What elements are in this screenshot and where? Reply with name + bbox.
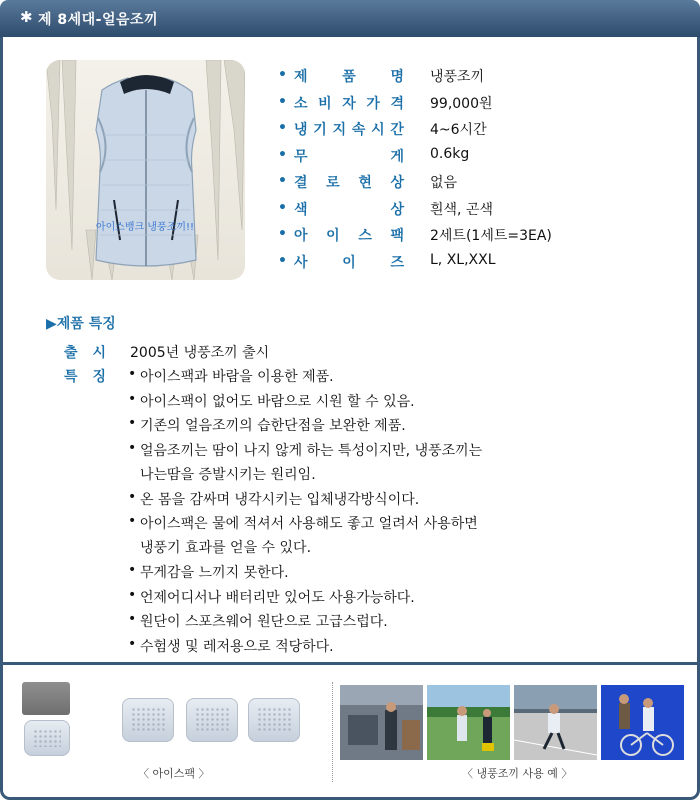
spec-label: 아 이 스 팩 [294,228,404,244]
spec-label: 무 게 [294,148,404,165]
icepack-image [248,698,300,742]
bullet-icon: • [278,93,287,110]
spec-value: 99,000원 [430,95,493,112]
divider [0,662,700,665]
bullet-icon: • [128,439,137,456]
bullet-icon: • [128,390,137,407]
bullet-icon: • [128,635,137,652]
spec-row [278,171,578,197]
usage-caption: 〈 냉풍조끼 사용 예 〉 [462,767,573,780]
features-label: 특 징 [64,369,106,385]
bullet-icon: • [128,611,137,627]
bullet-icon: • [278,146,287,163]
spec-value: L, XL,XXL [430,251,496,268]
spec-row [278,65,578,91]
features-heading: ▶제품 특징 [46,316,116,332]
icepack-caption: 〈 아이스팩 〉 [138,767,210,780]
spec-row [278,118,578,144]
icepack-image [186,698,238,742]
spec-value: 0.6kg [430,145,470,162]
spec-label: 소 비 자 가 격 [294,95,404,112]
bullet-icon: • [278,199,287,216]
spec-value: 냉풍조끼 [430,69,485,85]
icepack-image-small [24,720,70,756]
bullet-icon: • [278,120,287,136]
spec-row [278,251,578,277]
bullet-icon: • [128,366,137,382]
bullet-icon: • [278,226,287,242]
product-photo [46,60,245,280]
release-text: 2005년 냉풍조끼 출시 [130,345,270,361]
bullet-icon: • [278,252,287,269]
spec-label: 색 상 [294,201,404,218]
spec-label: 냉 기 지 속 시 간 [294,122,404,138]
star-icon: ✱ [20,8,33,26]
spec-label: 사 이 즈 [294,254,404,271]
page-title: 제 8세대-얼음조끼 [38,12,159,28]
bullet-icon: • [128,415,137,431]
bullet-icon: • [128,586,137,603]
usage-photo-factory [340,685,423,760]
spec-value: 4~6시간 [430,122,487,138]
spec-value: 없음 [430,175,458,191]
spec-row [278,198,578,224]
gallery-divider [332,682,333,782]
icepack-image [122,698,174,742]
icepack-package-image [22,682,70,715]
bullet-icon: • [278,173,287,189]
photo-overlay-text: 아이스뱅크 냉풍조끼!! [95,222,195,233]
title-bar [0,0,700,37]
bullet-icon: • [128,488,137,505]
bullet-icon: • [278,67,287,83]
spec-value: 2세트(1세트=3EA) [430,228,552,244]
usage-photo-bicycle [601,685,684,760]
spec-row [278,224,578,250]
release-label: 출 시 [64,345,106,361]
usage-photo-skating [514,685,597,760]
vest-illustration [46,60,245,280]
bullet-icon: • [128,562,137,578]
spec-value: 흰색, 곤색 [430,201,493,218]
spec-row [278,145,578,171]
spec-row [278,92,578,118]
spec-label: 제 품 명 [294,69,404,85]
usage-photo-golf [427,685,510,760]
spec-label: 결 로 현 상 [294,175,404,191]
bullet-icon: • [128,513,137,529]
